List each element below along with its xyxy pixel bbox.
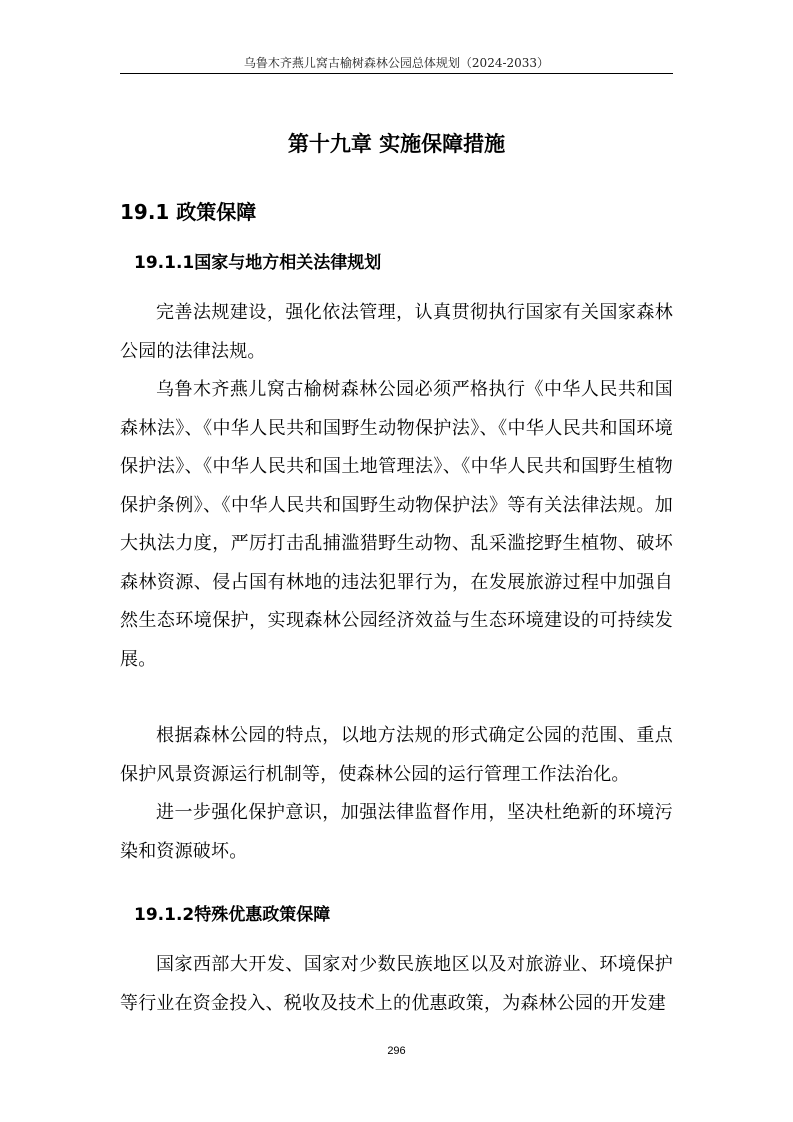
header-divider	[120, 73, 673, 74]
subsection-heading: 19.1.1国家与地方相关法律规划	[134, 253, 382, 273]
paragraph: 乌鲁木齐燕儿窝古榆树森林公园必须严格执行《中华人民共和国森林法》、《中华人民共和国野生动物保护法》、《中华人民共和国环境保护法》、《中华人民共和国土地管理法》、《中华人民共和国野生植物保护条例》、《中华人民共和国野生动物保护法》等有关法律法规。加大执法力度，严厉打击乱捕滥猎野生动物、乱采滥挖野生植物、破坏森林资源、侵占国有林地的违法犯罪行为，在发展旅游过程中加强自然生态环境保护，实现森林公园经济效益与生态环境建设的可持续发展。	[120, 379, 673, 670]
section-heading: 19.1 政策保障	[120, 200, 257, 224]
paragraph: 进一步强化保护意识，加强法律监督作用，坚决杜绝新的环境污染和资源破坏。	[120, 802, 673, 862]
subsection-heading: 19.1.2特殊优惠政策保障	[134, 905, 331, 925]
chapter-title: 第十九章 实施保障措施	[287, 132, 506, 156]
paragraph: 完善法规建设，强化依法管理，认真贯彻执行国家有关国家森林公园的法律法规。	[120, 302, 673, 362]
page-number: 296	[387, 1045, 406, 1057]
paragraph: 根据森林公园的特点，以地方法规的形式确定公园的范围、重点保护风景资源运行机制等，使森林公园的运行管理工作法治化。	[120, 725, 673, 785]
paragraph: 国家西部大开发、国家对少数民族地区以及对旅游业、环境保护等行业在资金投入、税收及技术上的优惠政策，为森林公园的开发建	[120, 954, 673, 1014]
running-header: 乌鲁木齐燕儿窝古榆树森林公园总体规划（2024-2033）	[243, 56, 550, 70]
